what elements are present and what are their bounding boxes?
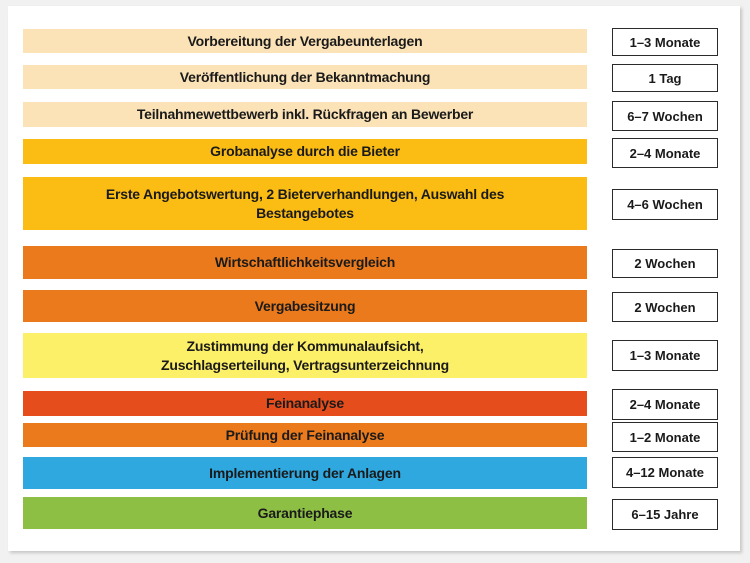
phase-label-8: Feinanalyse [266, 395, 344, 411]
phase-label-11: Garantiephase [257, 504, 353, 521]
phase-label-1: Veröffentlichung der Bekanntmachung [179, 68, 431, 85]
phase-bar-2 [23, 102, 587, 127]
duration-box-10 [612, 457, 718, 488]
duration-box-6 [612, 292, 718, 322]
duration-box-8 [612, 389, 718, 420]
duration-label-1: 1 Tag [648, 70, 682, 86]
duration-box-1 [612, 64, 718, 92]
duration-box-2 [612, 101, 718, 131]
duration-label-5: 2 Wochen [634, 256, 696, 271]
phase-label-7: Zustimmung der Kommunalaufsicht, Zuschlagserteilung, Vertragsunterzeichnung [161, 337, 449, 373]
phase-bar-3 [23, 139, 587, 164]
duration-label-7: 1–3 Monate [629, 348, 701, 363]
phase-bar-9 [23, 423, 587, 447]
phase-bar-6 [23, 290, 587, 322]
phase-label-2: Teilnahmewettbewerb inkl. Rückfragen an Bewerber [136, 106, 474, 122]
phase-bar-7 [23, 333, 587, 378]
duration-label-9: 1–2 Monate [629, 429, 701, 445]
duration-label-0: 1–3 Monate [629, 34, 701, 50]
phase-label-5: Wirtschaftlichkeitsvergleich [214, 254, 396, 270]
phase-label-10: Implementierung der Anlagen [209, 464, 401, 481]
phase-bar-8 [23, 391, 587, 416]
phase-label-6: Vergabesitzung [254, 297, 356, 314]
duration-box-5 [612, 249, 718, 278]
duration-label-11: 6–15 Jahre [631, 507, 699, 522]
phase-label-4: Erste Angebotswertung, 2 Bieterverhandlungen, Auswahl des Bestangebotes [105, 185, 505, 221]
phase-bar-4 [23, 177, 587, 230]
phase-label-9: Prüfung der Feinanalyse [225, 426, 385, 443]
duration-box-0 [612, 28, 718, 56]
phase-bar-1 [23, 65, 587, 89]
phase-bar-0 [23, 29, 587, 53]
phase-bar-5 [23, 246, 587, 279]
phase-label-0: Vorbereitung der Vergabeunterlagen [187, 32, 423, 49]
duration-label-8: 2–4 Monate [629, 397, 701, 412]
duration-label-3: 2–4 Monate [629, 145, 701, 161]
duration-box-11 [612, 499, 718, 530]
duration-label-10: 4–12 Monate [625, 465, 705, 480]
phase-bar-11 [23, 497, 587, 529]
duration-label-2: 6–7 Wochen [627, 108, 703, 124]
duration-label-4: 4–6 Wochen [627, 197, 703, 212]
phase-bar-10 [23, 457, 587, 489]
duration-box-7 [612, 340, 718, 371]
duration-box-4 [612, 189, 718, 220]
duration-label-6: 2 Wochen [634, 299, 696, 315]
duration-box-3 [612, 138, 718, 168]
phase-label-3: Grobanalyse durch die Bieter [210, 143, 400, 159]
duration-box-9 [612, 422, 718, 452]
